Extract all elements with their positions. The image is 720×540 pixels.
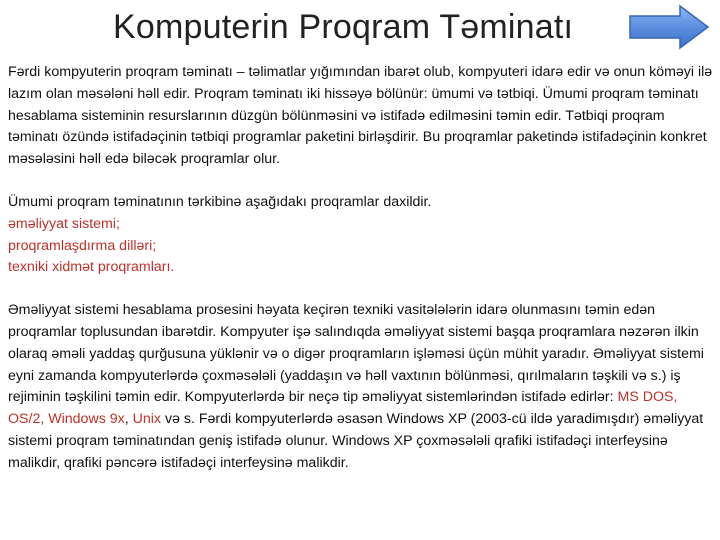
separator: ,	[40, 411, 49, 428]
list-intro: Ümumi proqram təminatının tərkibinə aşağıdakı proqramlar daxildir.	[8, 193, 432, 210]
list-item: texniki xidmət proqramları.	[8, 259, 175, 276]
os-name: OS/2	[8, 411, 41, 428]
separator: ,	[124, 411, 133, 428]
os-paragraph-text: Əməliyyat sistemi hesablama prosesini həyata keçirən texniki vasitələlərin idarə olunmasını təmin edən proqramlar toplusundan ibarətdir. Kompyuter işə salındıqda əməliyyat sistemi başqa proqramlara nəzərən ilkin olaraq əməli yaddaş qurğusuna yüklənir və o digər proqramların işləməsi üçün mühit yaradır. Əməliyyat sistemi eyni zamanda kompyuterlərdə çoxməsələli (yaddaşın və həll vaxtının bölünməsi, qırılmaların təşkili və s.) iş rejiminin təşkilini təmin edir. Kompyuterlərdə bir neçə tip əməliyyat sistemlərindən istifadə edirlər:	[8, 302, 704, 406]
os-name: Unix	[132, 411, 161, 428]
os-name: Windows 9x	[48, 411, 125, 428]
separator: ,	[673, 389, 678, 406]
os-paragraph	[8, 300, 713, 474]
intro-paragraph: Fərdi kompyuterin proqram təminatı – təlimatlar yığımından ibarət olub, kompyuteri idarə edir və onun köməyi ilə lazım olan məsələni həll edir. Proqram təminatı iki hissəyə bölünür: ümumi və tətbiqi. Ümumi proqram təminatı hesablama sisteminin resurslarının düzgün bölünməsini və istifadə edilməsini təmin edir. Tətbiqi proqram təminatı özündə istifadəçinin tətbiqi programlar paketini birləşdirir. Bu proqramlar paketində istifadəçinin konkret məsələsini həll edə biləcək proqramlar olur.	[8, 64, 713, 168]
os-name: MS DOS	[617, 389, 674, 406]
slide-body	[8, 62, 713, 475]
os-paragraph-text: və s. Fərdi kompyuterlərdə əsasən Windows XP (2003-cü ildə yaradimışdır) əməliyyat sistemi proqram təminatından geniş istifadə olunur. Windows XP çoxməsələli qrafiki istifadəçi interfeysinə malikdir, qrafiki pəncərə istifadəçi interfeysinə malikdir.	[8, 411, 704, 471]
slide-title: Komputerin Proqram Təminatı	[113, 8, 574, 46]
right-arrow-icon[interactable]	[628, 4, 710, 50]
list-item: əməliyyat sistemi;	[8, 215, 120, 232]
list-item: proqramlaşdırma dilləri;	[8, 237, 157, 254]
